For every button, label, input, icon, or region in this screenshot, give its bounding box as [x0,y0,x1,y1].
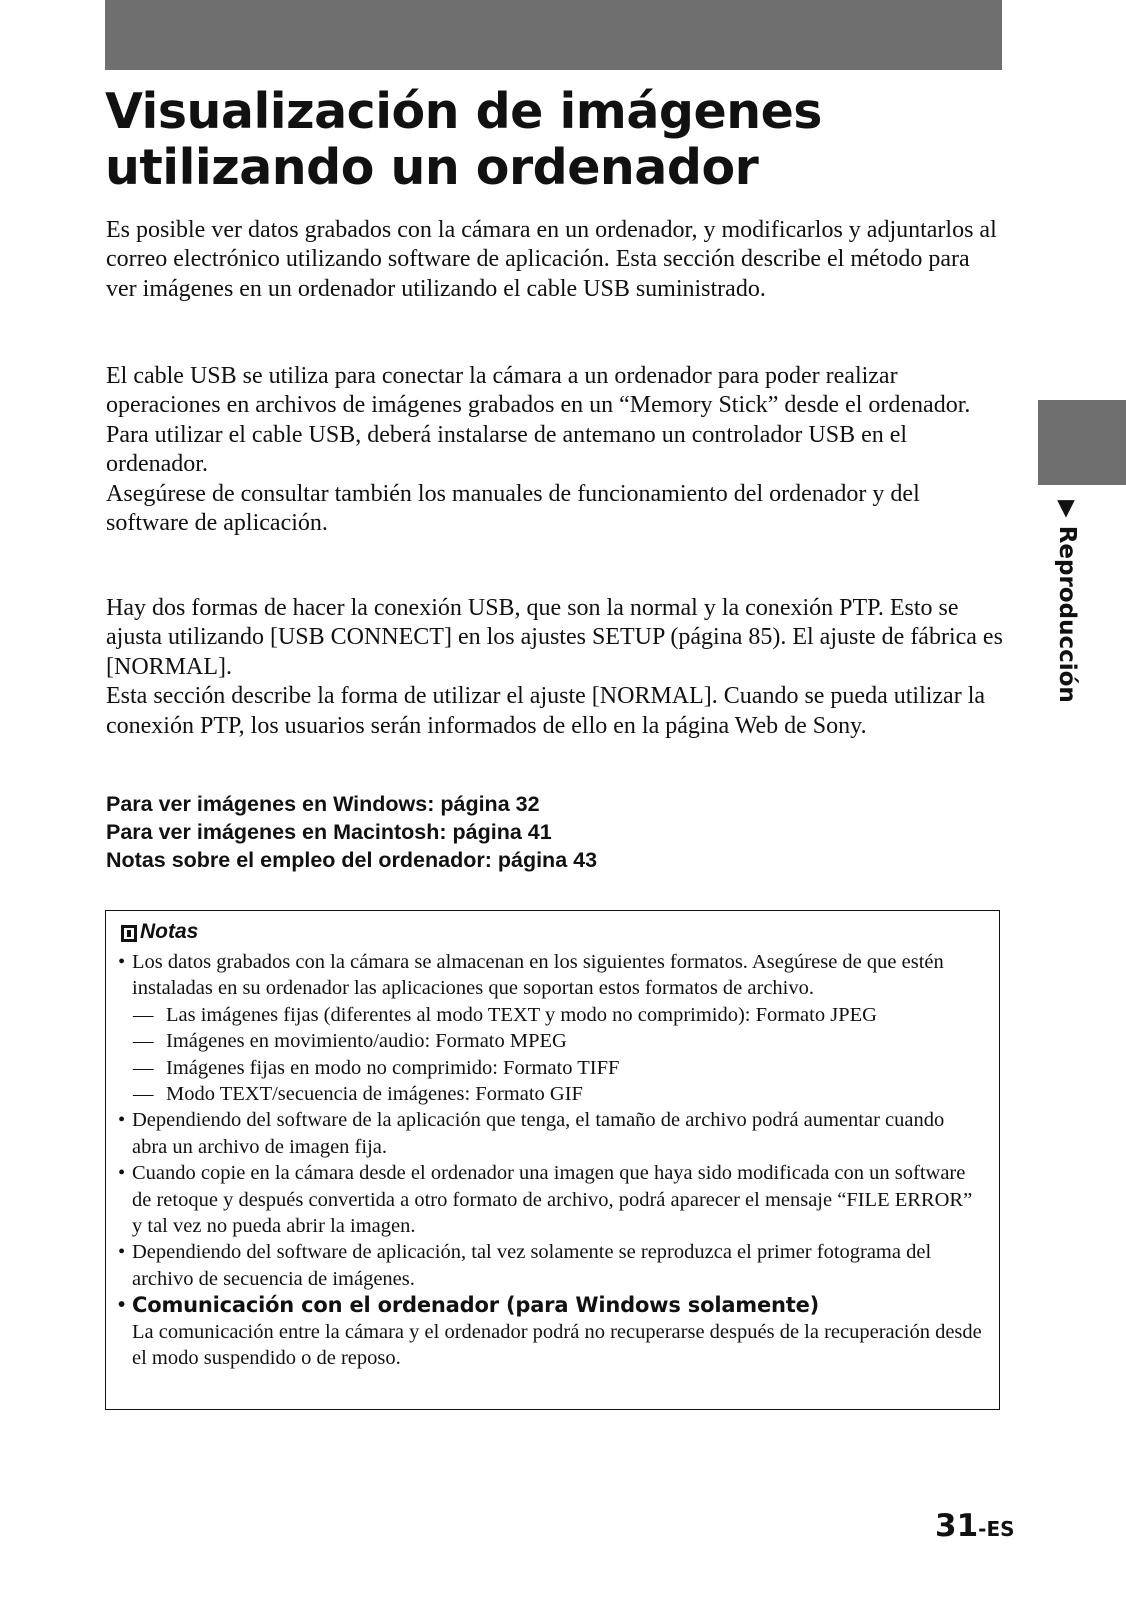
note-item [118,949,983,1002]
note-text: Dependiendo del software de la aplicación que tenga, el tamaño de archivo podrá aumentar cuando abra un archivo de imagen fija. [132,1109,945,1158]
dash-marker: — [133,1083,154,1106]
bullet-marker: • [118,1241,126,1264]
notes-list [118,949,983,1372]
note-item [118,1292,983,1371]
format-item [118,1081,983,1107]
note-item [118,1107,983,1160]
page-number [935,1508,1015,1544]
page-number-value: 31 [935,1508,979,1544]
paragraph-text: El cable USB se utiliza para conectar la cámara a un ordenador para poder realizar operaciones en archivos de imágenes grabados en un “Memory Stick” desde el ordenador. [106,363,971,419]
note-text: Los datos grabados con la cámara se almacenan en los siguientes formatos. Asegúrese de que estén instaladas en su ordenador las aplicaciones que soportan estos formatos de archivo. [132,951,944,1000]
note-text: La comunicación entre la cámara y el ordenador podrá no recuperarse después de la recuperación desde el modo suspendido o de reposo. [132,1320,982,1370]
note-item [118,1239,983,1292]
section-label [1052,500,1082,710]
header-bar [105,0,1002,70]
dash-marker: — [133,1056,154,1079]
paragraph-text: Esta sección describe la forma de utilizar el ajuste [NORMAL]. Cuando se pueda utilizar la conexión PTP, los usuarios serán informados de ello en la página Web de Sony. [106,683,986,739]
format-text: Modo TEXT/secuencia de imágenes: Formato GIF [166,1083,583,1106]
section-tab [1038,400,1126,485]
reference-macintosh: Para ver imágenes en Macintosh: página 41 [106,820,552,844]
format-text: Las imágenes fijas (diferentes al modo TEXT y modo no comprimido): Formato JPEG [166,1003,877,1026]
dash-marker: — [133,1030,154,1053]
note-item [118,1160,983,1239]
intro-paragraph [106,216,1006,304]
format-text: Imágenes en movimiento/audio: Formato MPEG [166,1030,567,1053]
notes-box [105,910,1000,1410]
format-item [118,1028,983,1054]
page-title [105,84,1002,196]
page-number-suffix: -ES [978,1517,1015,1541]
note-text: Cuando copie en la cámara desde el ordenador una imagen que haya sido modificada con un software de retoque y después convertida a otro formato de archivo, podrá aparecer el mensaje “FILE ERROR” y tal vez no pueda abrir la imagen. [132,1162,973,1238]
format-text: Imágenes fijas en modo no comprimido: Formato TIFF [166,1056,620,1079]
reference-notes: Notas sobre el empleo del ordenador: página 43 [106,848,598,872]
paragraph-text: Para utilizar el cable USB, deberá instalarse de antemano un controlador USB en el ordenador. [106,421,908,478]
section-label-text: ▶ Reproducción [1054,500,1080,703]
bullet-marker: • [118,951,126,973]
note-text: Dependiendo del software de aplicación, tal vez solamente se reproduzca el primer fotograma del archivo de secuencia de imágenes. [132,1241,932,1290]
page-title-line-2: utilizando un ordenador [105,139,759,196]
page-references [106,790,597,874]
usb-paragraph [106,362,1006,538]
bullet-marker: • [118,1162,126,1185]
page-title-line-1: Visualización de imágenes [105,83,822,140]
paragraph-text: Asegúrese de consultar también los manuales de funcionamiento del ordenador y del software de aplicación. [106,480,920,537]
paragraph-text: Es posible ver datos grabados con la cámara en un ordenador, y modificarlos y adjuntarlos al correo electrónico utilizando software de aplicación. Esta sección describe el método para ver imágenes en un ordenador utilizando el cable USB suministrado. [106,217,997,302]
bullet-marker: • [118,1109,126,1132]
note-subheading: Comunicación con el ordenador (para Windows solamente) [132,1293,820,1318]
notes-heading-label: Notas [140,920,199,943]
notes-heading [121,920,198,944]
connection-paragraph [106,594,1006,741]
dash-marker: — [133,1003,154,1026]
paragraph-text: Hay dos formas de hacer la conexión USB, que son la normal y la conexión PTP. Esto se ajusta utilizando [USB CONNECT] en los ajustes SETUP (página 85). El ajuste de fábrica es [NORMAL]. [106,595,1003,680]
format-item [118,1002,983,1028]
note-icon [121,924,137,941]
bullet-marker: • [118,1293,126,1317]
reference-windows: Para ver imágenes en Windows: página 32 [106,792,540,816]
format-item [118,1055,983,1081]
